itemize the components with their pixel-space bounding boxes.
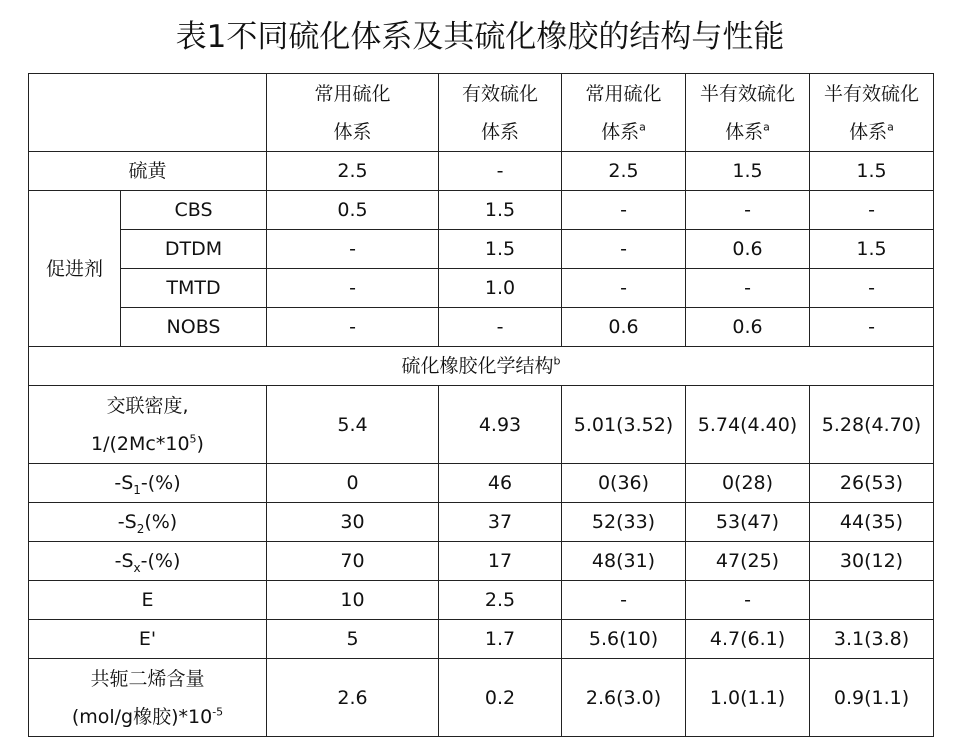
row-label-conjugated-diene: 共轭二烯含量 (mol/g橡胶)$*10^{-5}$ — [29, 659, 267, 737]
table-cell: 0(28) — [686, 464, 810, 503]
table-cell — [810, 581, 934, 620]
table-cell: 4.93 — [439, 386, 562, 464]
table-cell: 1.7 — [439, 620, 562, 659]
table-cell: - — [562, 269, 686, 308]
row-label-crosslink-density: 交联密度, $1/(2Mc*10^5)$ — [29, 386, 267, 464]
table-cell: - — [686, 269, 810, 308]
header-blank-cell — [29, 74, 267, 152]
table-cell: 5.01(3.52) — [562, 386, 686, 464]
header-col-3: 常用硫化 体系$^a$ — [562, 74, 686, 152]
table-cell: 37 — [439, 503, 562, 542]
table-cell: 52(33) — [562, 503, 686, 542]
table-cell: 5.6(10) — [562, 620, 686, 659]
row-label-s1: $-S_1-(\%)$ — [29, 464, 267, 503]
table-cell: 46 — [439, 464, 562, 503]
row-label-dtdm: DTDM — [121, 230, 267, 269]
table-cell: 44(35) — [810, 503, 934, 542]
table-cell: 30(12) — [810, 542, 934, 581]
section-row — [29, 347, 934, 386]
table-cell: - — [686, 191, 810, 230]
table-cell: - — [267, 308, 439, 347]
table-cell: 5.4 — [267, 386, 439, 464]
table-cell: - — [810, 308, 934, 347]
table-row — [29, 191, 934, 230]
table-cell: 47(25) — [686, 542, 810, 581]
row-label-sx: $-S_x-(\%)$ — [29, 542, 267, 581]
row-label-nobs: NOBS — [121, 308, 267, 347]
table-cell: 1.0 — [439, 269, 562, 308]
table-cell: 0.6 — [686, 230, 810, 269]
table-row — [29, 386, 934, 464]
header-col-4: 半有效硫化 体系$^a$ — [686, 74, 810, 152]
header-col-5: 半有效硫化 体系$^a$ — [810, 74, 934, 152]
row-label-e-prime: E' — [29, 620, 267, 659]
table-cell: 5.28(4.70) — [810, 386, 934, 464]
table-cell: 1.5 — [686, 152, 810, 191]
table-cell: - — [562, 191, 686, 230]
table-cell: 1.0(1.1) — [686, 659, 810, 737]
header-row — [29, 74, 934, 152]
table-cell: 2.5 — [439, 581, 562, 620]
table-cell: 4.7(6.1) — [686, 620, 810, 659]
table-cell: 2.6 — [267, 659, 439, 737]
table-cell: 1.5 — [439, 191, 562, 230]
header-col-1: 常用硫化 体系 — [267, 74, 439, 152]
table-cell: 5 — [267, 620, 439, 659]
table-cell: 2.6(3.0) — [562, 659, 686, 737]
table-row — [29, 308, 934, 347]
table-cell: 2.5 — [562, 152, 686, 191]
table-row — [29, 152, 934, 191]
table-cell: - — [810, 191, 934, 230]
table-cell: 0.9(1.1) — [810, 659, 934, 737]
row-group-accelerators: 促进剂 — [29, 191, 121, 347]
section-header-chemical-structure: 硫化橡胶化学结构$^b$ — [29, 347, 934, 386]
table-cell: 0 — [267, 464, 439, 503]
table-cell: - — [562, 230, 686, 269]
row-label-sulfur: 硫黄 — [29, 152, 267, 191]
table-cell: 0.6 — [562, 308, 686, 347]
table-cell: 70 — [267, 542, 439, 581]
table-row — [29, 230, 934, 269]
table-cell: - — [810, 269, 934, 308]
table-row — [29, 269, 934, 308]
header-col-2: 有效硫化 体系 — [439, 74, 562, 152]
table-cell: - — [686, 581, 810, 620]
table-row — [29, 659, 934, 737]
table-cell: 3.1(3.8) — [810, 620, 934, 659]
table-cell: 0.5 — [267, 191, 439, 230]
table-cell: 48(31) — [562, 542, 686, 581]
row-label-s2: $-S_2(\%)$ — [29, 503, 267, 542]
table-cell: 0.6 — [686, 308, 810, 347]
table-cell: 53(47) — [686, 503, 810, 542]
table-cell: 17 — [439, 542, 562, 581]
table-cell: - — [439, 152, 562, 191]
table-cell: 0.2 — [439, 659, 562, 737]
table-cell: 1.5 — [810, 230, 934, 269]
table-cell: 1.5 — [439, 230, 562, 269]
row-label-tmtd: TMTD — [121, 269, 267, 308]
table-row — [29, 542, 934, 581]
table-cell: 2.5 — [267, 152, 439, 191]
table-row — [29, 620, 934, 659]
table-cell: 10 — [267, 581, 439, 620]
table-cell: 30 — [267, 503, 439, 542]
table-row — [29, 464, 934, 503]
table-cell: - — [439, 308, 562, 347]
table-cell: 0(36) — [562, 464, 686, 503]
row-label-cbs: CBS — [121, 191, 267, 230]
table-cell: - — [267, 269, 439, 308]
vulcanization-table — [28, 73, 934, 737]
table-cell: 1.5 — [810, 152, 934, 191]
table-row — [29, 581, 934, 620]
table-row — [29, 503, 934, 542]
table-title: 表1不同硫化体系及其硫化橡胶的结构与性能 — [175, 19, 785, 55]
table-cell: - — [562, 581, 686, 620]
table-cell: 5.74(4.40) — [686, 386, 810, 464]
row-label-e: E — [29, 581, 267, 620]
table-cell: 26(53) — [810, 464, 934, 503]
table-cell: - — [267, 230, 439, 269]
